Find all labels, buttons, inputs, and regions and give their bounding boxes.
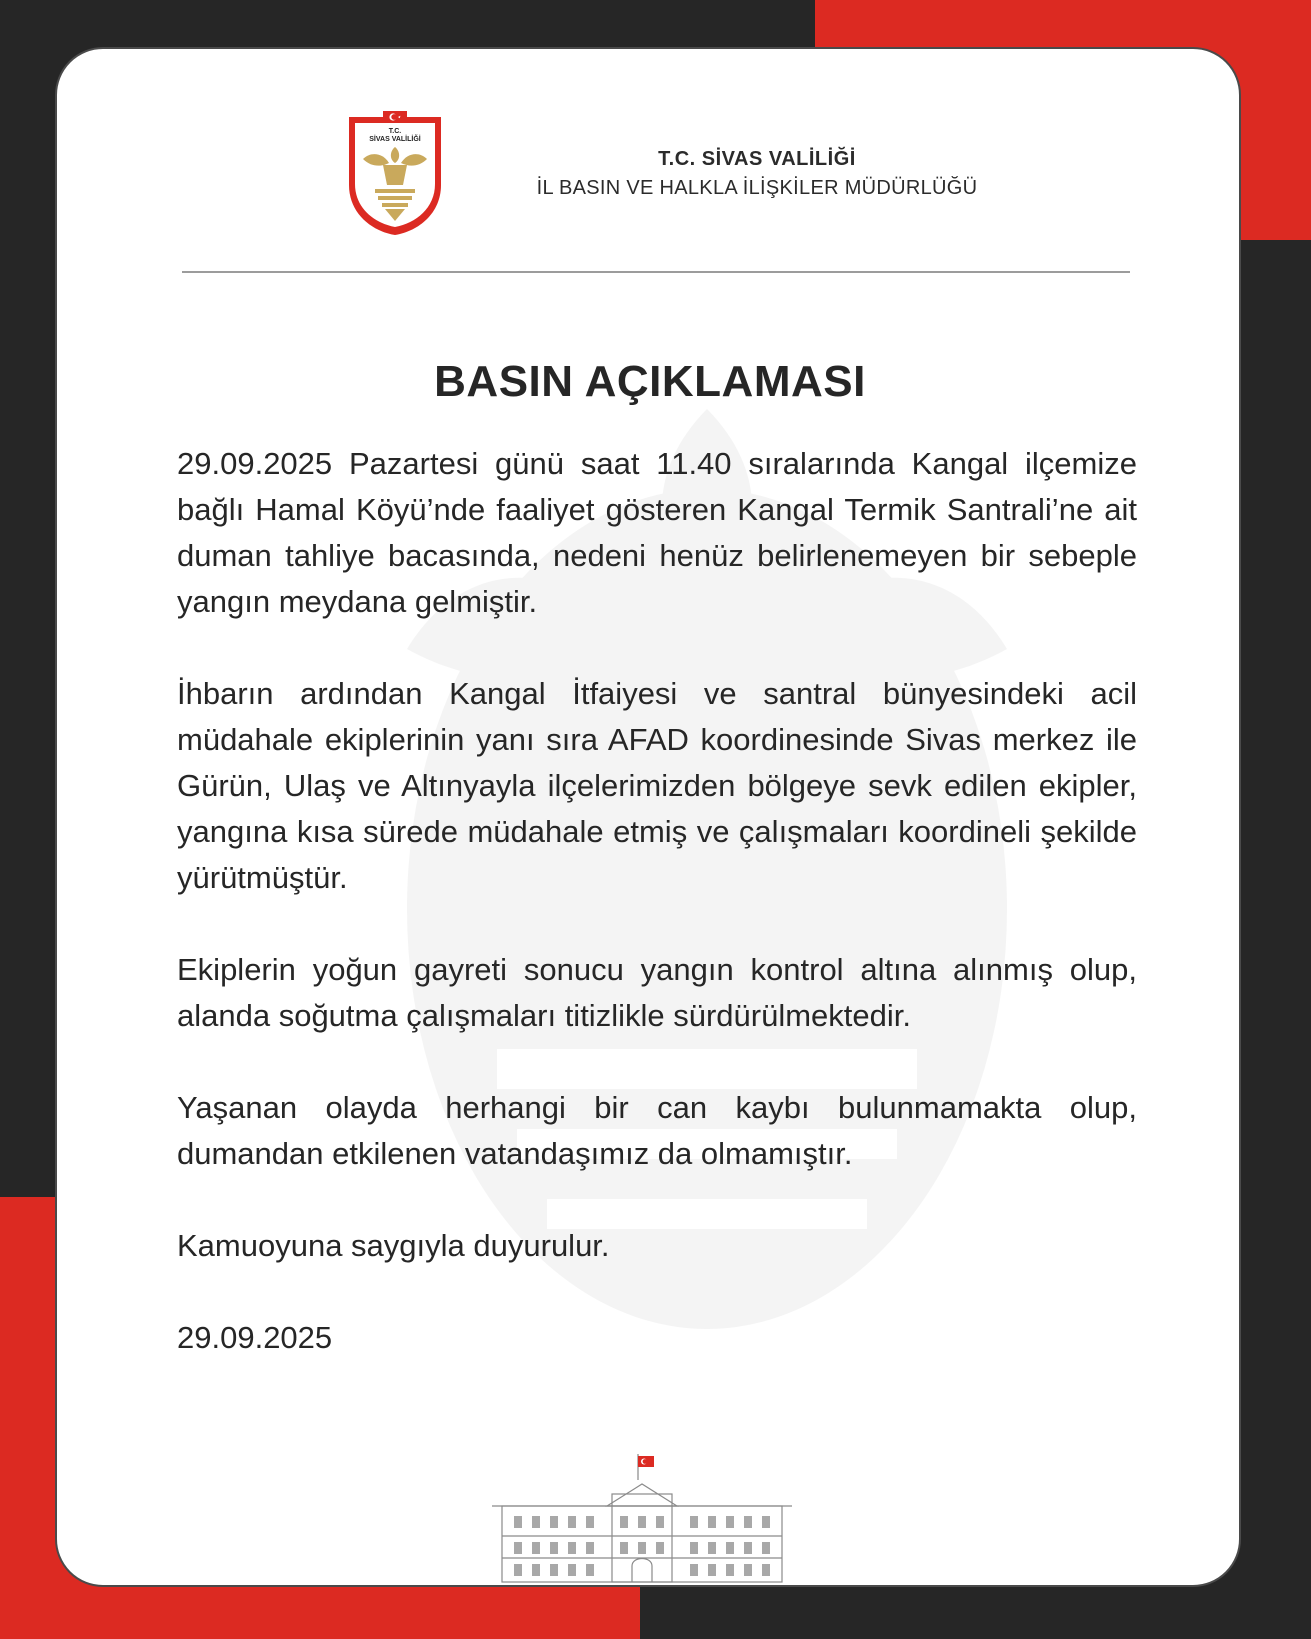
organization-subtitle: İL BASIN VE HALKLA İLİŞKİLER MÜDÜRLÜĞÜ bbox=[536, 177, 978, 199]
document-body bbox=[177, 441, 1137, 1361]
svg-text:SİVAS VALİLİĞİ: SİVAS VALİLİĞİ bbox=[369, 136, 421, 143]
turkish-flag-icon bbox=[638, 1454, 654, 1480]
svg-text:T.C.: T.C. bbox=[388, 128, 402, 135]
organization-title: T.C. SİVAS VALİLİĞİ bbox=[658, 148, 856, 170]
header-text-block bbox=[477, 145, 1037, 203]
governorship-building-icon bbox=[492, 1454, 792, 1584]
paragraph-incident: 29.09.2025 Pazartesi günü saat 11.40 sıralarında Kangal ilçemize bağlı Hamal Köyü’nde faaliyet gösteren Kangal Termik Santrali’ne ait duman tahliye bacasında, nedeni henüz belirlenemeyen bir sebeple yangın meydana gelmiştir. bbox=[177, 446, 1137, 619]
paragraph-closing: Kamuoyuna saygıyla duyurulur. bbox=[177, 1228, 610, 1263]
paragraph-response: İhbarın ardından Kangal İtfaiyesi ve santral bünyesindeki acil müdahale ekiplerinin yanı sıra AFAD koordinesinde Sivas merkez ile Gürün, Ulaş ve Altınyayla ilçelerimizden bölgeye sevk edilen ekipler, yangına kısa sürede müdahale etmiş ve çalışmaları koordineli şekilde yürütmüştür. bbox=[177, 676, 1137, 895]
document-date: 29.09.2025 bbox=[177, 1320, 333, 1355]
press-release-card bbox=[55, 47, 1241, 1587]
paragraph-casualties: Yaşanan olayda herhangi bir can kaybı bulunmamakta olup, dumandan etkilenen vatandaşımız da olmamıştır. bbox=[177, 1090, 1137, 1171]
header-divider bbox=[182, 271, 1130, 273]
paragraph-control: Ekiplerin yoğun gayreti sonucu yangın kontrol altına alınmış olup, alanda soğutma çalışmaları titizlikle sürdürülmektedir. bbox=[177, 952, 1137, 1033]
sivas-governorship-crest-icon bbox=[345, 111, 445, 237]
document-title: BASIN AÇIKLAMASI bbox=[434, 357, 866, 406]
